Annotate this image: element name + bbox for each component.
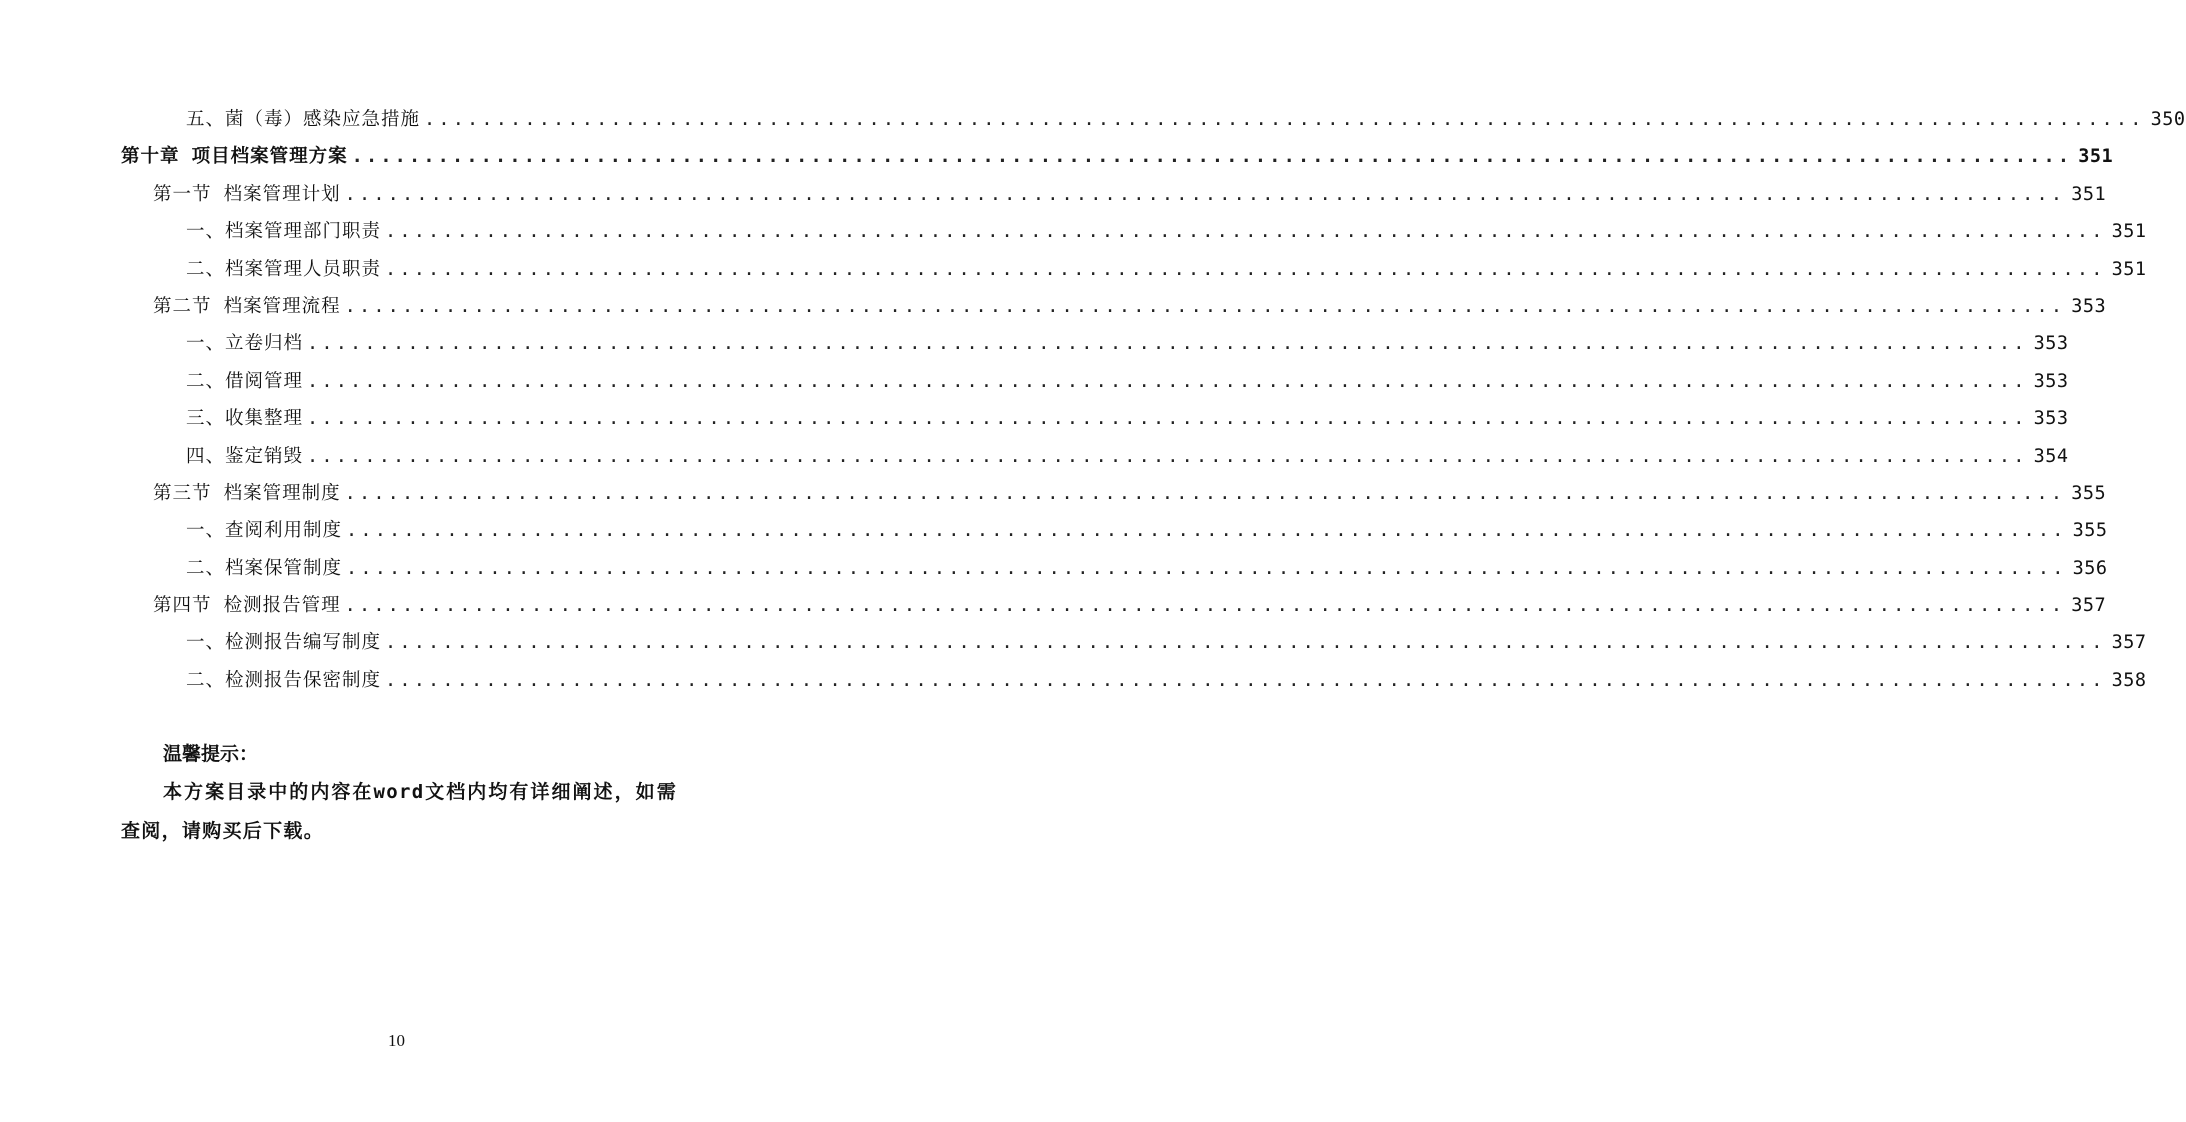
toc-entry[interactable] — [0, 101, 2186, 138]
toc-entry-line — [153, 176, 2107, 213]
toc-entry[interactable] — [0, 138, 2114, 175]
toc-entry-title: 二、借阅管理 — [186, 370, 304, 392]
toc-dot-leader: ........................................................................................................................ — [307, 408, 2028, 430]
toc-dot-leader: ........................................................................................................................ — [344, 183, 2066, 205]
toc-entry-title: 五、菌（毒）感染应急措施 — [186, 109, 421, 130]
toc-entry-title: 二、档案管理人员职责 — [186, 258, 382, 280]
toc-entry-page-number: 354 — [2033, 445, 2069, 467]
toc-entry-page-number: 351 — [2111, 221, 2147, 243]
toc-entry-line — [186, 662, 2147, 699]
toc-entry-line — [186, 325, 2069, 362]
toc-dot-leader: ........................................................................................................................ — [344, 595, 2066, 617]
toc-entry-line — [186, 438, 2069, 475]
toc-entry-page-number: 353 — [2033, 370, 2069, 392]
toc-entry-line — [186, 550, 2108, 587]
toc-entry-title: 第一节 档案管理计划 — [153, 183, 341, 205]
toc-entry-line — [186, 213, 2147, 250]
table-of-contents — [0, 101, 2186, 699]
toc-entry-title: 第十章 项目档案管理方案 — [121, 146, 348, 168]
toc-entry-page-number: 351 — [2071, 183, 2107, 205]
toc-entry-page-number: 353 — [2033, 333, 2069, 355]
toc-dot-leader: ........................................................................................................................ — [307, 445, 2028, 467]
toc-entry[interactable] — [0, 662, 2147, 699]
toc-entry[interactable] — [0, 325, 2069, 362]
toc-entry-line — [186, 363, 2069, 400]
toc-entry[interactable] — [0, 624, 2147, 661]
toc-entry-title: 一、立卷归档 — [186, 333, 304, 355]
toc-entry[interactable] — [0, 176, 2107, 213]
toc-entry[interactable] — [0, 550, 2108, 587]
toc-entry-line — [153, 475, 2107, 512]
toc-entry-page-number: 350 — [2150, 109, 2186, 130]
toc-entry[interactable] — [0, 213, 2147, 250]
toc-entry-title: 一、检测报告编写制度 — [186, 632, 382, 654]
toc-dot-leader: ........................................................................................................................ — [351, 146, 2073, 168]
toc-dot-leader: ........................................................................................................................ — [344, 482, 2066, 504]
toc-entry-line — [186, 251, 2147, 288]
toc-entry-title: 二、档案保管制度 — [186, 557, 343, 579]
toc-entry-page-number: 353 — [2033, 408, 2069, 430]
toc-entry-page-number: 358 — [2111, 669, 2147, 691]
toc-entry-line — [186, 101, 2186, 138]
toc-entry[interactable] — [0, 587, 2107, 624]
toc-entry-page-number: 357 — [2071, 595, 2107, 617]
toc-entry-page-number: 355 — [2071, 482, 2107, 504]
tip-title: 温馨提示： — [163, 743, 259, 765]
toc-entry[interactable] — [0, 251, 2147, 288]
toc-entry-page-number: 351 — [2111, 258, 2147, 280]
toc-entry-page-number: 351 — [2078, 146, 2114, 168]
toc-entry-line — [186, 624, 2147, 661]
toc-entry[interactable] — [0, 400, 2069, 437]
toc-entry[interactable] — [0, 363, 2069, 400]
toc-entry-page-number: 356 — [2072, 557, 2108, 579]
toc-entry[interactable] — [0, 288, 2107, 325]
toc-entry[interactable] — [0, 512, 2108, 549]
toc-entry-page-number: 357 — [2111, 632, 2147, 654]
toc-dot-leader: ........................................................................................................................ — [307, 370, 2028, 392]
tip-body: 本方案目录中的内容在word文档内均有详细阐述，如需查阅，请购买后下载。 — [121, 781, 677, 842]
toc-entry-title: 一、查阅利用制度 — [186, 520, 343, 542]
toc-entry-title: 一、档案管理部门职责 — [186, 221, 382, 243]
toc-dot-leader: ........................................................................................................................ — [385, 669, 2106, 691]
toc-entry-title: 三、收集整理 — [186, 408, 304, 430]
toc-entry-title: 四、鉴定销毁 — [186, 445, 304, 467]
toc-dot-leader: ........................................................................................................................ — [346, 557, 2067, 579]
toc-dot-leader: ........................................................................................................................ — [385, 258, 2106, 280]
toc-entry-page-number: 353 — [2071, 295, 2107, 317]
toc-entry-title: 第三节 档案管理制度 — [153, 482, 341, 504]
toc-entry-title: 第四节 检测报告管理 — [153, 595, 341, 617]
toc-entry-line — [186, 400, 2069, 437]
toc-dot-leader: ........................................................................................................................ — [385, 632, 2106, 654]
toc-entry-line — [153, 587, 2107, 624]
toc-dot-leader: ........................................................................................................................ — [424, 109, 2145, 130]
toc-entry[interactable] — [0, 475, 2107, 512]
toc-entry-line — [121, 138, 2114, 175]
toc-entry-line — [153, 288, 2107, 325]
toc-entry-title: 第二节 档案管理流程 — [153, 295, 341, 317]
page-number: 10 — [388, 1031, 405, 1050]
toc-dot-leader: ........................................................................................................................ — [307, 333, 2028, 355]
toc-dot-leader: ........................................................................................................................ — [346, 520, 2067, 542]
toc-dot-leader: ........................................................................................................................ — [385, 221, 2106, 243]
toc-entry-title: 二、检测报告保密制度 — [186, 669, 382, 691]
toc-entry-page-number: 355 — [2072, 520, 2108, 542]
toc-entry-line — [186, 512, 2108, 549]
toc-entry[interactable] — [0, 438, 2069, 475]
tip-box — [121, 735, 677, 851]
toc-dot-leader: ........................................................................................................................ — [344, 295, 2066, 317]
